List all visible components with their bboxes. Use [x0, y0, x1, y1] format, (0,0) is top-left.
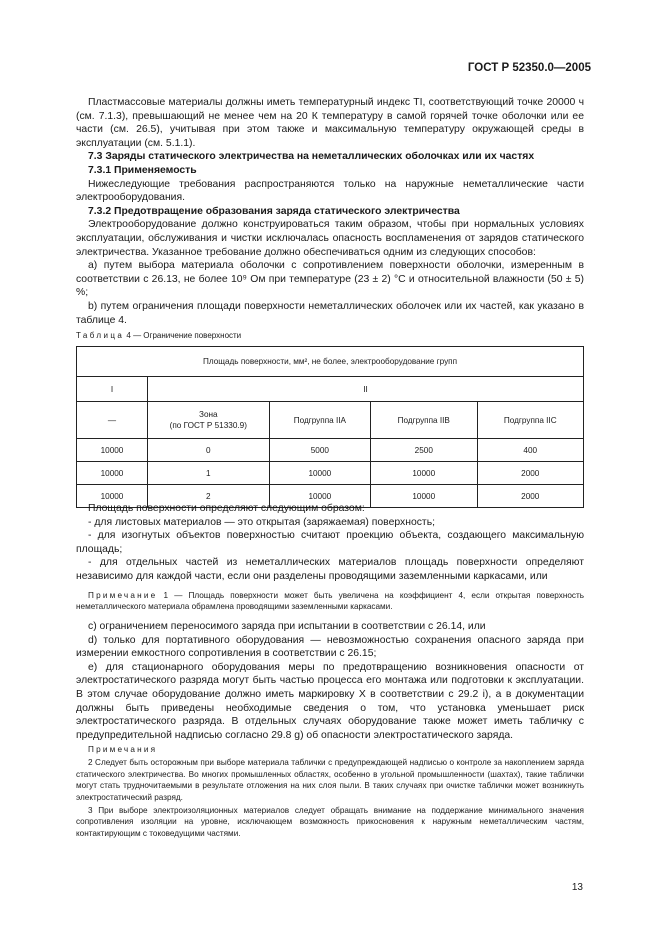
notes-title-text: Примечания: [88, 745, 158, 754]
item-d: d) только для портативного оборудования — невозможностью сохранения опасного заряда при измерении емкостного сопротивления в соответствии с 26.15;: [76, 634, 584, 660]
table-cell: 0: [147, 439, 269, 462]
table-cell: 10000: [269, 462, 370, 485]
paragraph-applicability: Нижеследующие требования распространяются только на наружные неметаллические части электрооборудования.: [76, 178, 584, 204]
list-item: - для отдельных частей из неметаллических материалов площадь поверхности определяют независимо для каждой части, если они разделены проводящими заземленными каркасами, или: [76, 557, 584, 582]
table-caption-word: Таблица: [76, 331, 125, 340]
note-3: 3 При выборе электроизоляционных материалов следует обращать внимание на поддержание минимального значения сопротивления изоляции на уровне, исключающем возможность прикосновения к наружным неметаллическим частям, контактирующим с токоведущими частями.: [76, 806, 584, 838]
section-7-3-heading: 7.3 Заряды статического электричества на неметаллических оболочках или их частях: [88, 151, 535, 163]
note-1-label: [88, 591, 157, 600]
table-cell: 10000: [77, 462, 148, 485]
table-cell: 10000: [77, 439, 148, 462]
table-col-iic: Подгруппа IIC: [477, 402, 584, 439]
document-header: ГОСТ Р 52350.0—2005: [467, 62, 591, 74]
middle-text: [76, 502, 584, 584]
table-cell: 5000: [269, 439, 370, 462]
page-number: 13: [571, 882, 583, 893]
list-item: - для изогнутых объектов поверхностью считают проекцию объекта, создающего максимальную площадь;: [76, 530, 584, 555]
section-7-3-2-heading: 7.3.2 Предотвращение образования заряда статического электричества: [88, 205, 460, 217]
table-cell: 2: [147, 485, 269, 508]
table-header-main: Площадь поверхности, мм², не более, электрооборудование групп: [77, 347, 584, 377]
item-a: a) путем выбора материала оболочки с сопротивлением поверхности оболочки, измеренным в соответствии с 26.13, не более 10⁹ Ом при температуре (23 ± 2) °С и относительной влажности (50 ± 5) %;: [76, 260, 584, 299]
table-cell: 10000: [371, 485, 477, 508]
paragraph-plastic-materials: Пластмассовые материалы должны иметь температурный индекс TI, соответствующий точке 20000 ч (см. 7.1.3), превышающий не менее чем на 20 К температуру в самой горячей точке оболочки или ее части (см. 26.5), учитывая при этом также и максимальную температуру окружающей среды в эксплуатации (см. 5.1.1).: [76, 97, 584, 149]
table-caption: [76, 331, 241, 340]
note-1-word: Примечание: [88, 591, 158, 600]
item-e: e) для стационарного оборудования меры по предотвращению возникновения опасности от электростатического разряда могут быть частью процесса его монтажа или подготовки к эксплуатации. В этом случае оборудование должно иметь маркировку X в соответствии с 29.2 i), а в документации должны быть приведены необходимые сведения о том, что установка уменьшает риск электростатического разряда. В отдельных случаях оборудование также может иметь табличку с предупредительной надписью согласно 29.8 g) об опасности электростатического заряда.: [76, 661, 584, 741]
table-cell: 10000: [77, 485, 148, 508]
note-1: [76, 590, 584, 613]
table-cell: 10000: [269, 485, 370, 508]
notes: [76, 744, 584, 839]
notes-title: [76, 744, 584, 755]
table-cell: 10000: [371, 462, 477, 485]
table-group-ii: II: [147, 377, 583, 402]
table-col-iib: Подгруппа IIB: [371, 402, 477, 439]
item-b: b) путем ограничения площади поверхности неметаллических оболочек или их частей, как указано в таблице 4.: [76, 300, 584, 326]
upper-text: [76, 96, 584, 327]
table-cell: 2500: [371, 439, 477, 462]
note-2: 2 Следует быть осторожным при выборе материала таблички с предупреждающей надписью о контроле за накоплением заряда статического электричества. Во многих промышленных областях, особенно в угольной промышленности (шахтах), такие таблички могут стать трудночитаемыми в результате отложения на них слоя пыли. В таких случаях при очистке таблички может возникнуть электростатический разряд.: [76, 758, 584, 802]
table-caption-text: 4 — Ограничение поверхности: [126, 331, 242, 340]
paragraph-area-definition: Площадь поверхности определяют следующим образом:: [88, 503, 365, 514]
table-col-zone-label: Зона: [199, 410, 218, 419]
table-cell: 2000: [477, 485, 584, 508]
paragraph-design-requirement: Электрооборудование должно конструироваться таким образом, чтобы при нормальных условиях эксплуатации, обслуживания и чистки исключалась опасность воспламенения от зарядов статического электричества. Указанное требование должно обеспечиваться одним из следующих способов:: [76, 219, 584, 258]
note-1-paragraph: [76, 590, 584, 613]
list-item: - для листовых материалов — это открытая (заряжаемая) поверхность;: [88, 516, 435, 528]
table-row: [77, 462, 584, 485]
item-c: c) ограничением переносимого заряда при испытании в соответствии с 26.14, или: [88, 621, 486, 632]
table-cell: 2000: [477, 462, 584, 485]
table-cell: 1: [147, 462, 269, 485]
note-1-text: 1 — Площадь поверхности может быть увеличена на коэффициент 4, если открытая поверхность неметаллического материала обрамлена проводящими заземленными каркасами.: [76, 591, 584, 612]
table-cell: 400: [477, 439, 584, 462]
table-col-iia: Подгруппа IIA: [269, 402, 370, 439]
table-row: [77, 439, 584, 462]
table-group-i: I: [77, 377, 148, 402]
section-7-3-1-heading: 7.3.1 Применяемость: [88, 164, 197, 176]
table-col-zone: [147, 402, 269, 439]
lower-text: [76, 620, 584, 742]
surface-area-table: [76, 346, 584, 508]
table-col-dash: —: [77, 402, 148, 439]
table-col-zone-ref: (по ГОСТ Р 51330.9): [169, 421, 247, 430]
